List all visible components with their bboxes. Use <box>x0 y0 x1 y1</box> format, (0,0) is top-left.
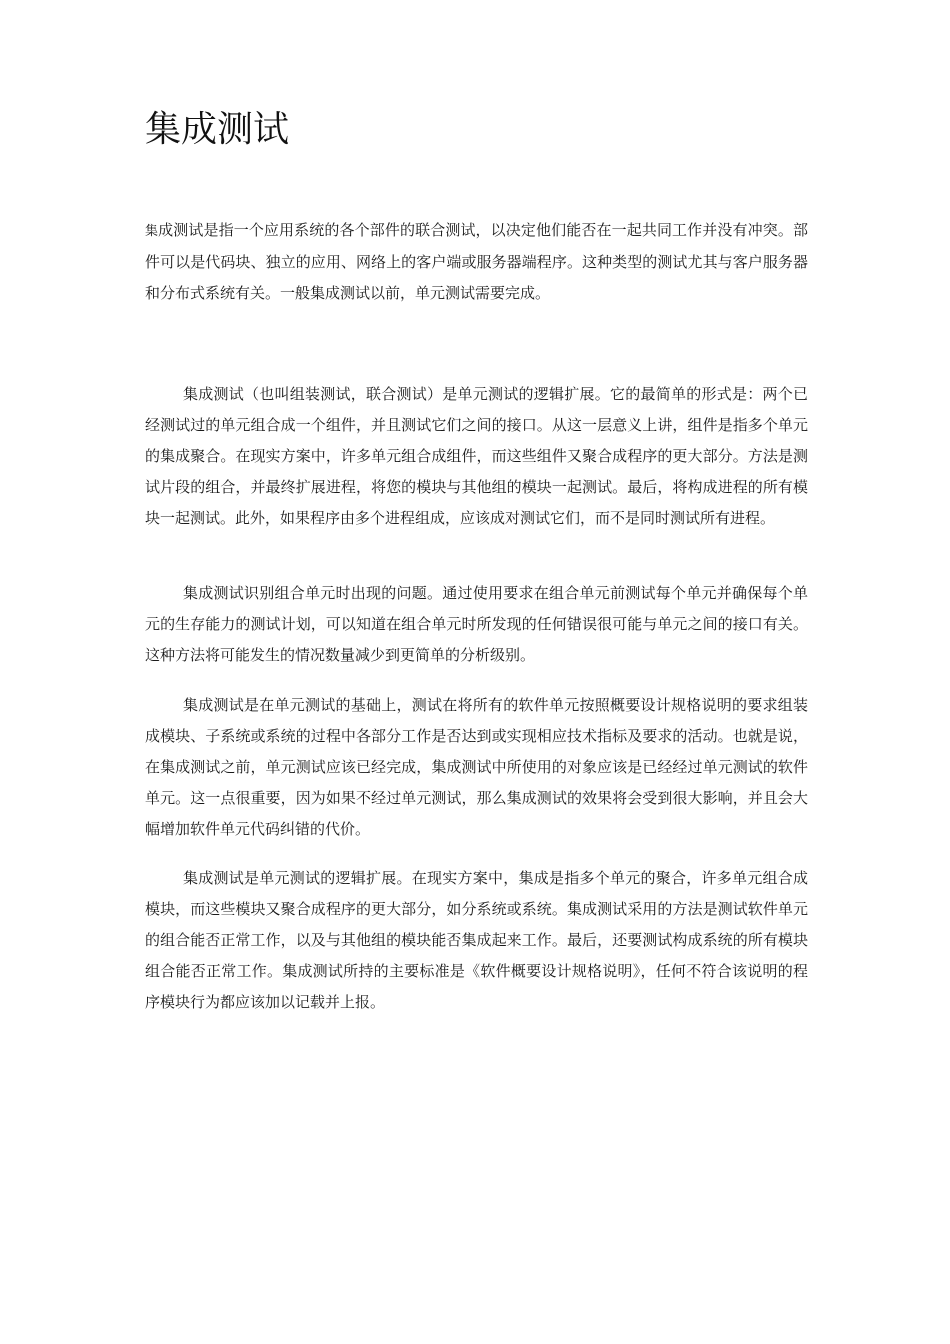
paragraph-1-text: 成测试是指一个应用系统的各个部件的联合测试，以决定他们能否在一起共同工作并没有冲突。部件可以是代码块、独立的应用、网络上的客户端或服务器端程序。这种类型的测试尤其与客户服务器和分布式系统有关。一般集成测试以前，单元测试需要完成。 <box>145 221 808 302</box>
page-title: 集成测试 <box>145 109 290 150</box>
paragraph-1 <box>145 215 808 309</box>
paragraph-3: 集成测试识别组合单元时出现的问题。通过使用要求在组合单元前测试每个单元并确保每个单元的生存能力的测试计划，可以知道在组合单元时所发现的任何错误很可能与单元之间的接口有关。这种方法将可能发生的情况数量减少到更简单的分析级别。 <box>145 584 808 664</box>
paragraph-4: 集成测试是在单元测试的基础上，测试在将所有的软件单元按照概要设计规格说明的要求组装成模块、子系统或系统的过程中各部分工作是否达到或实现相应技术指标及要求的活动。也就是说，在集成测试之前，单元测试应该已经完成，集成测试中所使用的对象应该是已经经过单元测试的软件单元。这一点很重要，因为如果不经过单元测试，那么集成测试的效果将会受到很大影响，并且会大幅增加软件单元代码纠错的代价。 <box>145 696 808 838</box>
paragraph-5: 集成测试是单元测试的逻辑扩展。在现实方案中，集成是指多个单元的聚合，许多单元组合成模块，而这些模块又聚合成程序的更大部分，如分系统或系统。集成测试采用的方法是测试软件单元的组合能否正常工作，以及与其他组的模块能否集成起来工作。最后，还要测试构成系统的所有模块组合能否正常工作。集成测试所持的主要标准是《软件概要设计规格说明》，任何不符合该说明的程序模块行为都应该加以记载并上报。 <box>145 869 808 1011</box>
paragraph-1-first-char: 集 <box>145 224 159 239</box>
paragraph-2: 集成测试（也叫组装测试，联合测试）是单元测试的逻辑扩展。它的最简单的形式是：两个已经测试过的单元组合成一个组件，并且测试它们之间的接口。从这一层意义上讲，组件是指多个单元的集成聚合。在现实方案中，许多单元组合成组件，而这些组件又聚合成程序的更大部分。方法是测试片段的组合，并最终扩展进程，将您的模块与其他组的模块一起测试。最后，将构成进程的所有模块一起测试。此外，如果程序由多个进程组成，应该成对测试它们，而不是同时测试所有进程。 <box>145 385 808 527</box>
